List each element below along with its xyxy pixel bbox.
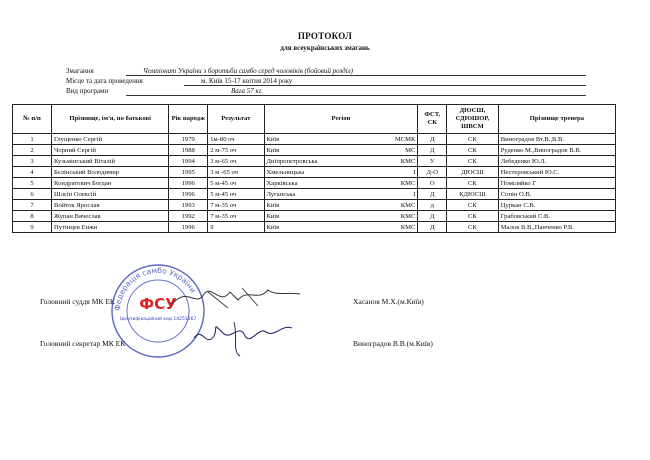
- venue-row: [66, 77, 586, 86]
- cell-number: 1: [13, 134, 52, 145]
- cell-region: Київ: [264, 134, 374, 145]
- cell-rank: МС: [374, 145, 418, 156]
- cell-rank: КМС: [374, 156, 418, 167]
- table-row: [13, 200, 616, 211]
- cell-school: СК: [447, 156, 499, 167]
- cell-name: Шлєін Олексій: [52, 189, 169, 200]
- cell-fst: Д-О: [418, 167, 447, 178]
- cell-region: Дніпропетровська: [264, 156, 374, 167]
- cell-number: 7: [13, 200, 52, 211]
- col-name: Прізвище, ім'я, по батькові: [52, 105, 169, 134]
- cell-coach: Руденко М.,Виноградов В.В.: [498, 145, 615, 156]
- cell-rank: I: [374, 189, 418, 200]
- stamp-logo: ФСУ: [139, 295, 177, 313]
- cell-school: СК: [447, 200, 499, 211]
- cell-year: 1993: [169, 200, 208, 211]
- cell-coach: Поміляйко Г: [498, 178, 615, 189]
- cell-school: СК: [447, 134, 499, 145]
- cell-number: 4: [13, 167, 52, 178]
- cell-rank: I: [374, 167, 418, 178]
- table-row: [13, 167, 616, 178]
- protocol-subtitle: для всеукраїнських змагань: [280, 44, 370, 52]
- cell-number: 6: [13, 189, 52, 200]
- cell-region: Київ: [264, 145, 374, 156]
- cell-rank: МСМК: [374, 134, 418, 145]
- col-fst: ФСТ, СК: [418, 105, 447, 134]
- program-value: Вага 57 кг.: [231, 87, 264, 95]
- cell-name: Глущенко Сергій: [52, 134, 169, 145]
- cell-year: 1995: [169, 167, 208, 178]
- cell-school: ДЮСШ: [447, 167, 499, 178]
- cell-result: 5 м-45 оч: [208, 178, 264, 189]
- cell-year: 1979: [169, 134, 208, 145]
- cell-school: СК: [447, 178, 499, 189]
- cell-coach: Грабовський С.В.: [498, 211, 615, 222]
- cell-result: 7 м-35 оч: [208, 211, 264, 222]
- cell-region: Київ: [264, 200, 374, 211]
- judge-signature: [168, 282, 308, 312]
- venue-value: м. Київ 15-17 квітня 2014 року: [201, 77, 293, 85]
- cell-coach: Малов В.В.,Панченко Р.В.: [498, 222, 615, 233]
- venue-label: Місце та дата проведення: [66, 77, 143, 85]
- table-row: [13, 222, 616, 233]
- cell-year: 1996: [169, 178, 208, 189]
- stamp-ring-text: Федерація самбо України: [112, 265, 198, 312]
- cell-rank: КМС: [374, 222, 418, 233]
- cell-region: Харківська: [264, 178, 374, 189]
- cell-rank: КМС: [374, 178, 418, 189]
- stamp-inner-text: Ідентифікаційний код 14251567: [119, 317, 197, 322]
- cell-coach: Виноградов Вт.В.,В.В.: [498, 134, 615, 145]
- cell-fst: д: [418, 200, 447, 211]
- cell-coach: Лебеденко Ю.Л.: [498, 156, 615, 167]
- cell-name: Кондратович Богдан: [52, 178, 169, 189]
- table-row: [13, 145, 616, 156]
- competition-value: Чемпіонат України з боротьби самбо серед чоловіків (бойовий розділ): [143, 67, 354, 75]
- cell-name: Кузьмінський Віталій: [52, 156, 169, 167]
- cell-fst: Д: [418, 222, 447, 233]
- cell-number: 8: [13, 211, 52, 222]
- chief-judge-name: Хасанов М.Х.(м.Київ): [353, 297, 424, 306]
- cell-year: 1988: [169, 145, 208, 156]
- cell-year: 1994: [169, 156, 208, 167]
- program-underline: [126, 95, 586, 96]
- col-year: Рік народж: [169, 105, 208, 134]
- cell-fst: Д: [418, 211, 447, 222]
- cell-school: СК: [447, 222, 499, 233]
- cell-year: 1996: [169, 189, 208, 200]
- cell-school: КДЮСШ: [447, 189, 499, 200]
- cell-name: Жупан Вячеслав: [52, 211, 169, 222]
- competition-underline: [126, 75, 586, 76]
- chief-secretary-name: Виноградов В.В.(м.Київ): [353, 339, 433, 348]
- cell-fst: У: [418, 156, 447, 167]
- cell-fst: О: [418, 178, 447, 189]
- table-row: [13, 156, 616, 167]
- cell-number: 2: [13, 145, 52, 156]
- cell-coach: Сопін О.В.: [498, 189, 615, 200]
- cell-result: 1м-80 оч: [208, 134, 264, 145]
- table-row: [13, 178, 616, 189]
- col-result: Результат: [208, 105, 264, 134]
- table-header-row: [13, 105, 616, 134]
- program-label: Вид програми: [66, 87, 109, 95]
- cell-fst: Д: [418, 145, 447, 156]
- cell-result: 3 м-65 оч: [208, 156, 264, 167]
- secretary-signature: [188, 318, 298, 358]
- results-table: [12, 104, 616, 233]
- cell-result: 9: [208, 222, 264, 233]
- competition-label: Змагання: [66, 67, 94, 75]
- table-row: [13, 189, 616, 200]
- cell-school: СК: [447, 211, 499, 222]
- cell-name: Войток Ярослав: [52, 200, 169, 211]
- cell-year: 1992: [169, 211, 208, 222]
- cell-result: 5 м-45 оч: [208, 189, 264, 200]
- cell-rank: КМС: [374, 211, 418, 222]
- chief-judge-label: Головний суддя МК ЕК: [40, 297, 115, 306]
- cell-name: Бєлінський Володимир: [52, 167, 169, 178]
- cell-coach: Цуркан С.В.: [498, 200, 615, 211]
- cell-result: 2 м-75 оч: [208, 145, 264, 156]
- cell-region: Київ: [264, 222, 374, 233]
- cell-region: Київ: [264, 211, 374, 222]
- cell-result: 3 м -65 оч: [208, 167, 264, 178]
- cell-rank: КМС: [374, 200, 418, 211]
- cell-number: 5: [13, 178, 52, 189]
- cell-name: Чорний Сергій: [52, 145, 169, 156]
- cell-year: 1996: [169, 222, 208, 233]
- col-school: ДЮСШ, СДЮШОР, ШВСМ: [447, 105, 499, 134]
- cell-region: Луганська: [264, 189, 374, 200]
- table-row: [13, 211, 616, 222]
- cell-result: 7 м-35 оч: [208, 200, 264, 211]
- cell-name: Путінцев Енжи: [52, 222, 169, 233]
- chief-secretary-label: Головний секретар МК ЕК: [40, 339, 126, 348]
- cell-fst: Д: [418, 189, 447, 200]
- program-row: [66, 87, 586, 96]
- cell-school: СК: [447, 145, 499, 156]
- cell-fst: Д: [418, 134, 447, 145]
- cell-number: 9: [13, 222, 52, 233]
- venue-underline: [184, 85, 586, 86]
- table-row: [13, 134, 616, 145]
- protocol-title: ПРОТОКОЛ: [297, 31, 353, 41]
- competition-row: [66, 67, 586, 76]
- cell-coach: Нестеровський Ю.С.: [498, 167, 615, 178]
- col-region: Регіон: [264, 105, 418, 134]
- cell-region: Хмельницька: [264, 167, 374, 178]
- col-coach: Прізвище тренера: [498, 105, 615, 134]
- cell-number: 3: [13, 156, 52, 167]
- col-number: № п/п: [13, 105, 52, 134]
